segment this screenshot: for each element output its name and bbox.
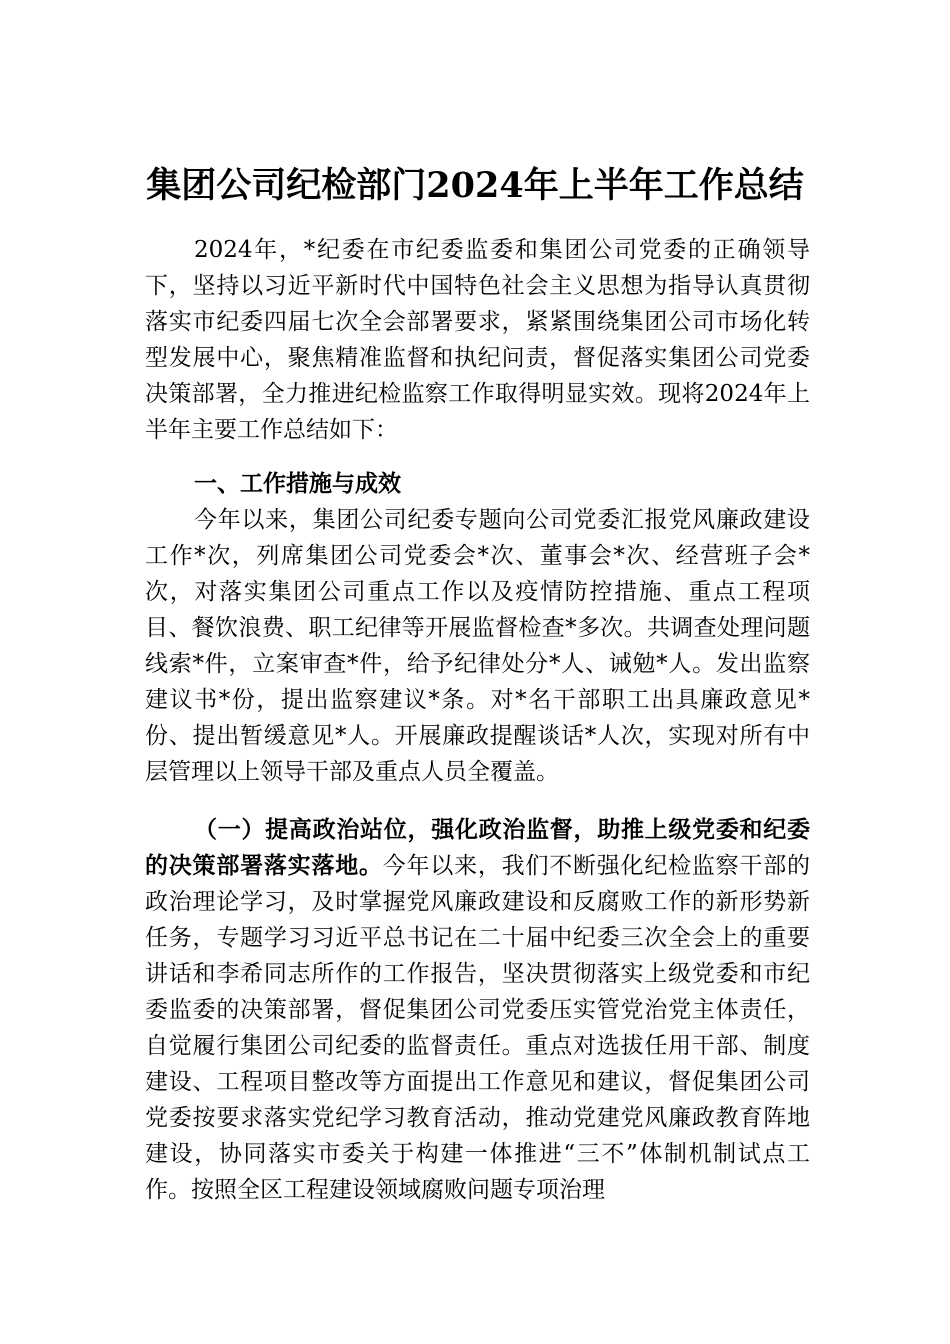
intro-paragraph: 2024年，*纪委在市纪委监委和集团公司党委的正确领导下，坚持以习近平新时代中国特色社会主义思想为指导认真贯彻落实市纪委四届七次全会部署要求，紧紧围绕集团公司市场化转型发展中心，聚焦精准监督和执纪问责，督促落实集团公司党委决策部署，全力推进纪检监察工作取得明显实效。现将2024年上半年主要工作总结如下：: [145, 237, 810, 443]
subsection-1-lead: （一）提高政治站位，强化政治监督，助推上级党委和纪委的决策部署落实落地。: [145, 816, 810, 879]
section-1-paragraph: 今年以来，集团公司纪委专题向公司党委汇报党风廉政建设工作*次，列席集团公司党委会*次、董事会*次、经营班子会*次，对落实集团公司重点工作以及疫情防控措施、重点工程项目、餐饮浪费、职工纪律等开展监督检查*多次。共调查处理问题线索*件，立案审查*件，给予纪律处分*人、诫勉*人。发出监察建议书*份，提出监察建议*条。对*名干部职工出具廉政意见*份、提出暂缓意见*人。开展廉政提醒谈话*人次，实现对所有中层管理以上领导干部及重点人员全覆盖。: [145, 507, 810, 785]
document-title: 集团公司纪检部门2024年上半年工作总结: [146, 165, 804, 206]
subsection-1-text: 今年以来，我们不断强化纪检监察干部的政治理论学习，及时掌握党风廉政建设和反腐败工作的新形势新任务，专题学习习近平总书记在二十届中纪委三次全会上的重要讲话和李希同志所作的工作报告，坚决贯彻落实上级党委和市纪委监委的决策部署，督促集团公司党委压实管党治党主体责任，自觉履行集团公司纪委的监督责任。重点对选拔任用干部、制度建设、工程项目整改等方面提出工作意见和建议，督促集团公司党委按要求落实党纪学习教育活动，推动党建党风廉政教育阵地建设，协同落实市委关于构建一体推进“三不”体制机制试点工作。按照全区工程建设领域腐败问题专项治理: [145, 853, 811, 1203]
section-heading-measures-results: 一、工作措施与成效: [194, 471, 401, 497]
subsection-1-paragraph: [145, 812, 810, 1208]
